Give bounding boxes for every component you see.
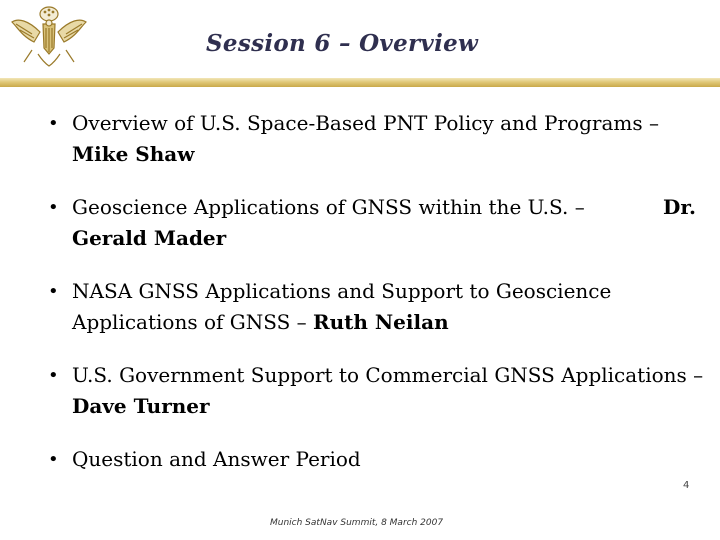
bullet-dot-icon: • xyxy=(48,281,59,302)
bullet-dot-icon: • xyxy=(48,197,59,218)
footer-text: Munich SatNav Summit, 8 March 2007 xyxy=(270,518,444,528)
bullet-item-1 xyxy=(48,108,708,170)
bullet-item-4 xyxy=(48,360,708,422)
speaker-name: Gerald Mader xyxy=(72,226,227,250)
bullet-list xyxy=(48,108,708,497)
speaker-name: Mike Shaw xyxy=(72,142,195,166)
bullet-text: NASA GNSS Applications and Support to Geoscience Applications of GNSS – xyxy=(72,279,612,334)
bullet-item-3 xyxy=(48,276,708,338)
bullet-text: U.S. Government Support to Commercial GNSS Applications – xyxy=(72,363,704,387)
bullet-text: Question and Answer Period xyxy=(72,447,361,471)
speaker-name: Ruth Neilan xyxy=(313,310,449,334)
eagle-seal-icon xyxy=(8,2,90,70)
bullet-dot-icon: • xyxy=(48,113,59,134)
speaker-name: Dave Turner xyxy=(72,394,210,418)
bullet-item-2 xyxy=(48,192,708,254)
speaker-title: Dr. xyxy=(662,195,696,219)
slide-title: Session 6 – Overview xyxy=(206,30,479,57)
bullet-text: Overview of U.S. Space-Based PNT Policy and Programs – xyxy=(72,111,659,135)
page-number: 4 xyxy=(683,480,690,491)
bullet-item-5 xyxy=(48,444,708,475)
bullet-text: Geoscience Applications of GNSS within the U.S. – xyxy=(72,195,585,219)
bullet-dot-icon: • xyxy=(48,365,59,386)
bullet-dot-icon: • xyxy=(48,449,59,470)
title-divider xyxy=(0,78,720,87)
